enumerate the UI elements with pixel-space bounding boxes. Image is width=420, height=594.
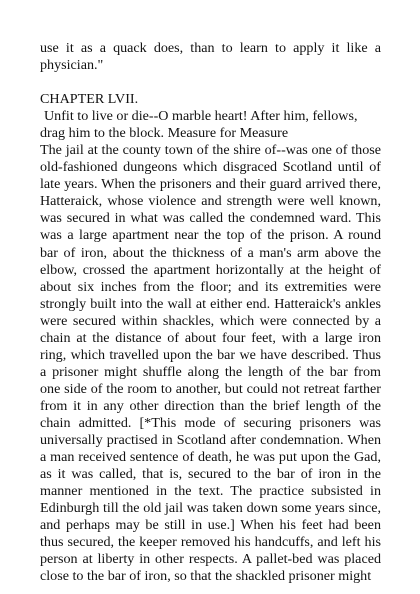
document-page xyxy=(40,40,381,585)
lead-paragraph: use it as a quack does, than to learn to apply it like a physician." xyxy=(40,40,381,74)
paragraph-gap xyxy=(40,74,381,91)
body-paragraph: The jail at the county town of the shire of--was one of those old-fashioned dungeons which disgraced Scotland until of late years. When the prisoners and their guard arrived there, Hatteraick, whose violence and strength were well known, was secured in what was called the condemned ward. This was a large apartment near the top of the prison. A round bar of iron, about the thickness of a man's arm above the elbow, crossed the apartment horizontally at the height of about six inches from the floor; and its extremities were strongly built into the wall at either end. Hatteraick's ankles were secured within shackles, which were connected by a chain at the distance of about four feet, with a large iron ring, which travelled upon the bar we have described. Thus a prisoner might shuffle along the length of the bar from one side of the room to another, but could not retreat farther from it in any other direction than the brief length of the chain admitted. [*This mode of securing prisoners was universally practised in Scotland after condemnation. When a man received sentence of death, he was put upon the Gad, as it was called, that is, secured to the bar of iron in the manner mentioned in the text. The practice subsisted in Edinburgh till the old jail was taken down some years since, and perhaps may be still in use.] When his feet had been thus secured, the keeper removed his handcuffs, and left his person at liberty in other respects. A pallet-bed was placed close to the bar of iron, so that the shackled prisoner might xyxy=(40,142,381,585)
chapter-epigraph: Unfit to live or die--O marble heart! After him, fellows, drag him to the block. Measure for Measure xyxy=(40,108,358,142)
chapter-heading: CHAPTER LVII. xyxy=(40,91,139,108)
